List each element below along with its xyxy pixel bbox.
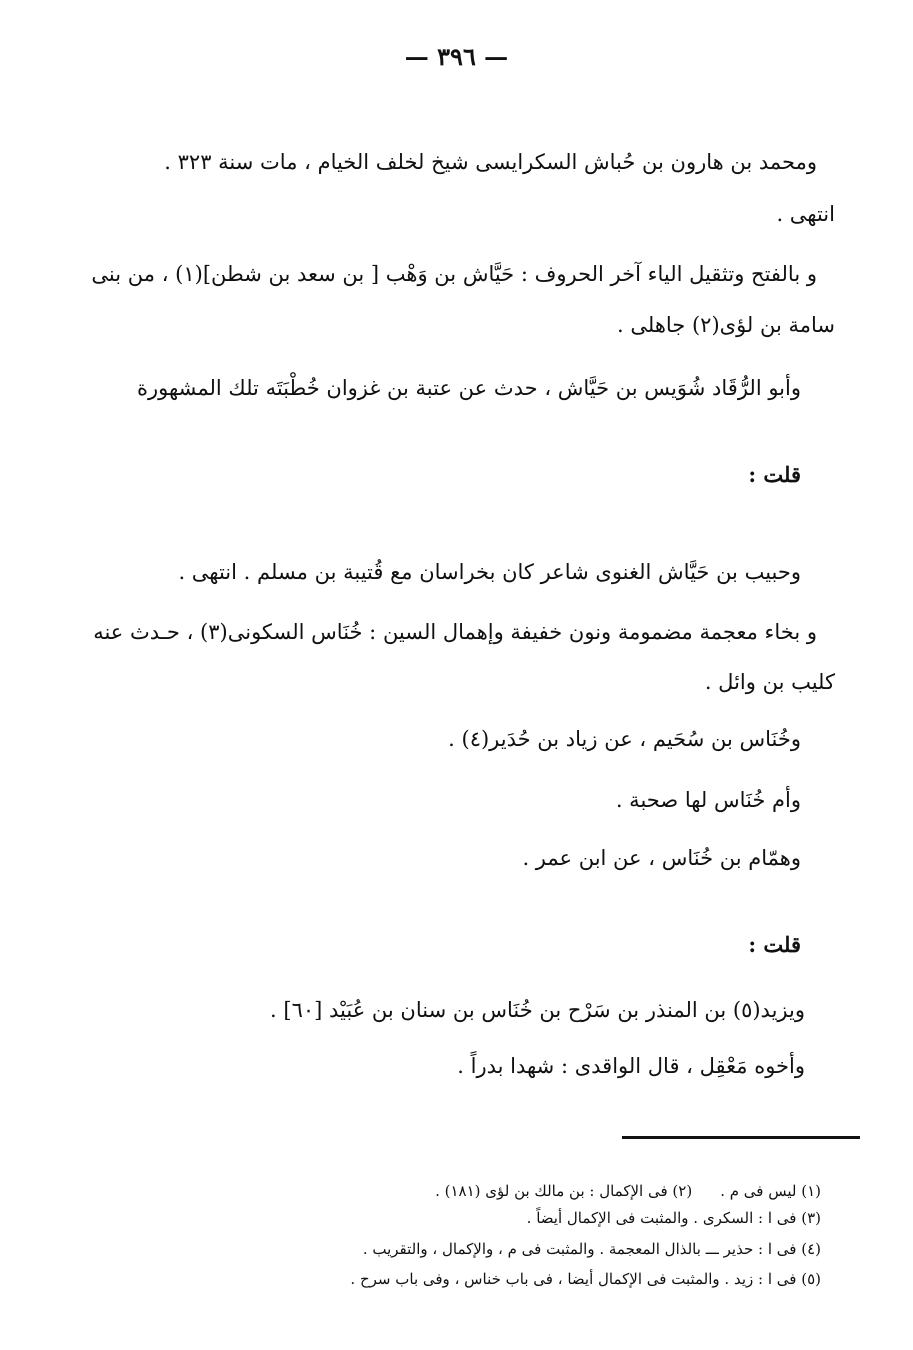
text-line-15: وأخوه مَعْقِل ، قال الواقدى : شهدا بدراً . xyxy=(457,1054,805,1078)
footnote-5: (٥) فى ا : زيد . والمثبت فى الإكمال أيضا ، فى باب خناس ، وفى باب سرح . xyxy=(350,1270,821,1288)
page-number: — ٣٩٦ — xyxy=(404,42,509,71)
text-line-4: سامة بن لؤى(٢) جاهلى . xyxy=(617,313,835,337)
footnote-4: (٤) فى ا : حذير ـــ بالذال المعجمة . والمثبت فى م ، والإكمال ، والتقريب . xyxy=(362,1240,821,1258)
footnote-3: (٣) فى ا : السكرى . والمثبت فى الإكمال أيضاً . xyxy=(526,1209,821,1227)
text-line-11: وأم خُنَاس لها صحبة . xyxy=(615,788,801,812)
text-line-7: وحبيب بن حَيَّاش الغنوى شاعر كان بخراسان مع قُتيبة بن مسلم . انتهى . xyxy=(178,560,801,584)
section-heading-qult-2: قلت : xyxy=(748,932,801,957)
text-line-5: وأبو الرُّقَاد شُوَيس بن حَيَّاش ، حدث عن عتبة بن غزوان خُطْبَتَه تلك المشهورة xyxy=(136,376,801,400)
text-line-9: كليب بن وائل . xyxy=(704,670,835,694)
footnote-divider xyxy=(622,1136,860,1139)
footnote-1: (١) ليس فى م . xyxy=(720,1182,821,1200)
text-line-2: انتهى . xyxy=(776,202,835,226)
footnote-2: (٢) فى الإكمال : بن مالك بن لؤى (١٨١) . xyxy=(435,1182,693,1200)
text-line-8: و بخاء معجمة مضمومة ونون خفيفة وإهمال السين : خُنَاس السكونى(٣) ، حـدث عنه xyxy=(93,620,817,644)
text-line-1: ومحمد بن هارون بن حُباش السكرايسى شيخ لخلف الخيام ، مات سنة ٣٢٣ . xyxy=(164,150,817,174)
footnote-line-1 xyxy=(435,1180,821,1202)
text-line-12: وهمّام بن خُنَاس ، عن ابن عمر . xyxy=(522,846,801,870)
text-line-10: وخُنَاس بن سُحَيم ، عن زياد بن حُدَير(٤) . xyxy=(448,727,801,751)
section-heading-qult: قلت : xyxy=(748,462,801,487)
text-line-3: و بالفتح وتثقيل الياء آخر الحروف : حَيَّاش بن وَهْب [ بن سعد بن شطن](١) ، من بنى xyxy=(91,262,817,286)
text-line-14: ويزيد(٥) بن المنذر بن سَرْح بن خُنَاس بن سنان بن عُبَيْد [٦٠] . xyxy=(270,998,805,1022)
